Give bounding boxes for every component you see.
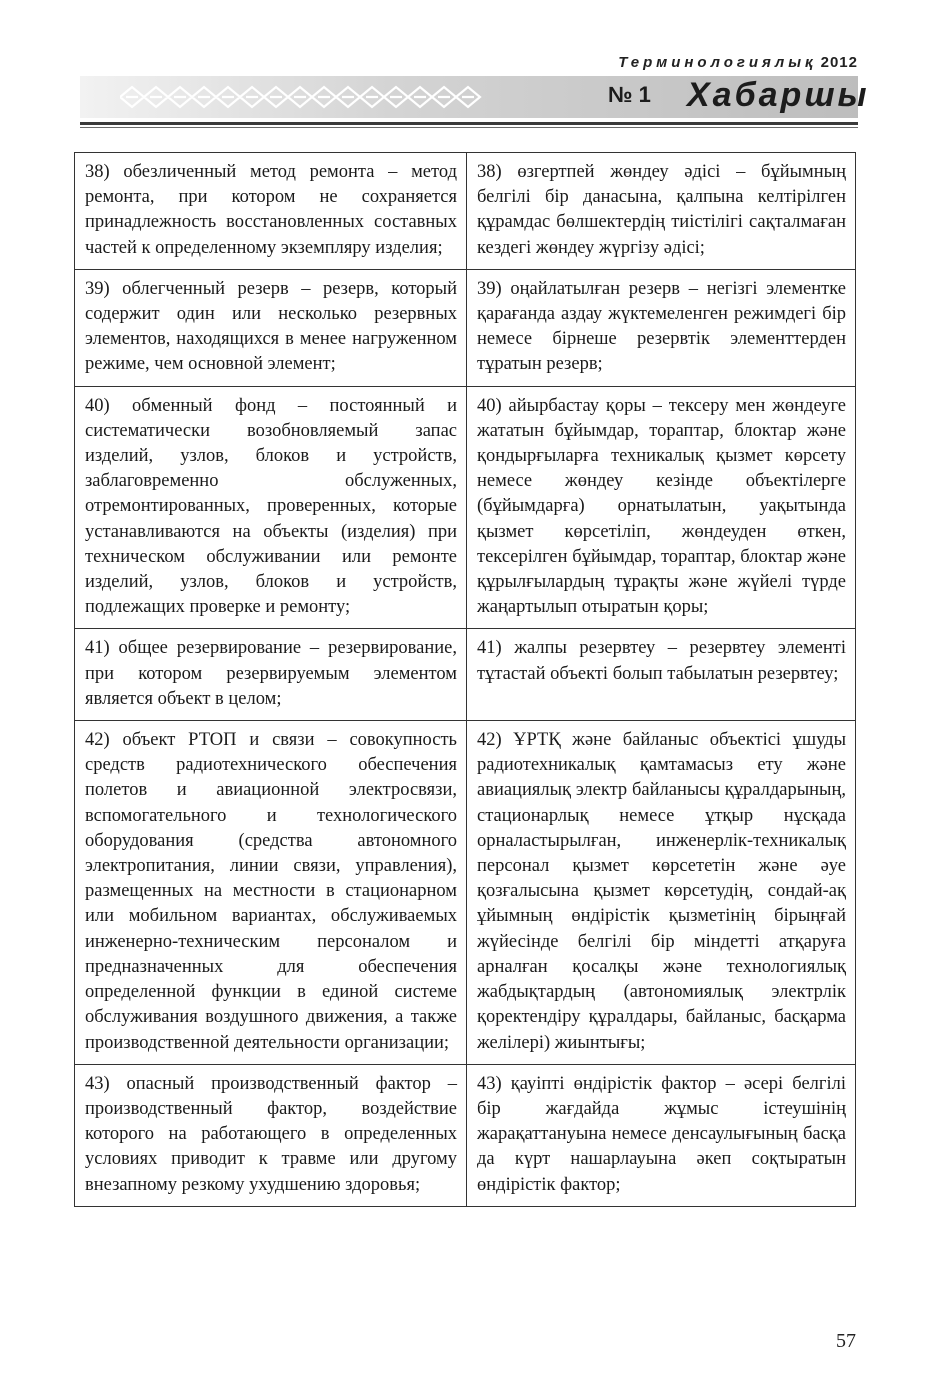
russian-term-cell: 42) объект РТОП и связи – совокупность средств радиотехнического обеспечения полетов и авиационной электросвязи, вспомогательного и технологического оборудования (средства автономного электропитания, линии связи, управления), размещенных на местности в стационарном или мобильном вариантах, обслуживаемых инженерно-техническим персоналом и предназначенных для обеспечения определенной функции в единой системе обслуживания воздушного движения, а также производственной деятельности организации; — [75, 721, 467, 1065]
header-rule — [80, 122, 858, 125]
russian-term-cell: 41) общее резервирование – резервирование, при котором резервируемым элементом является объект в целом; — [75, 629, 467, 721]
journal-prefix: Терминологиялық — [618, 54, 817, 71]
kazakh-term-cell: 40) айырбастау қоры – тексеру мен жөндеуге жататын бұйымдар, тораптар, блоктар және қондырғыларға техникалық қызмет көрсету немесе жөндеу кезінде объектілерге (бұйымдарға) орнатылатын, уақытында қызмет көрсетіліп, жөндеуден өткен, тексерілген бұйымдар, тораптар, блоктар және құрылғылардың тұрақты және жүйелі түрде жаңартылып отыратын қоры; — [467, 386, 856, 629]
issue-number: № 1 — [608, 82, 651, 107]
table-row — [75, 153, 856, 270]
ornament-icon — [120, 81, 500, 113]
russian-term-cell: 38) обезличенный метод ремонта – метод ремонта, при котором не сохраняется принадлежность восстановленных составных частей к определенному экземпляру изделия; — [75, 153, 467, 270]
page-number: 57 — [836, 1330, 856, 1352]
kazakh-term-cell: 41) жалпы резервтеу – резервтеу элементі тұтастай объекті болып табылатын резервтеу; — [467, 629, 856, 721]
table-row — [75, 1064, 856, 1206]
journal-name: Хабаршы — [687, 76, 870, 114]
table-row — [75, 721, 856, 1065]
russian-term-cell: 40) обменный фонд – постоянный и систематически возобновляемый запас изделий, узлов, блоков и устройств, заблаговременно обслуженных, отремонтированных, проверенных, которые устанавливаются на объекты (изделия) при техническом обслуживании или ремонте изделий, узлов, блоков и устройств, подлежащих проверке и ремонту; — [75, 386, 467, 629]
kazakh-term-cell: 39) оңайлатылған резерв – негізгі элементке қарағанда аздау жүктемеленген режимдегі бір немесе бірнеше резервтік элементтерден тұратын резерв; — [467, 269, 856, 386]
kazakh-term-cell: 42) ҰРТҚ және байланыс объектісі ұшуды радиотехникалық қамтамасыз ету және авиациялық электр байланысы құралдарының, стационарлық немесе ұтқыр нұсқада орналастырылған, инженерлік-техникалық персонал қызмет көрсететін және әуе қозғалысына қызмет көрсетудің, сондай-ақ ұйымның өндірістік қызметінің бірыңғай жүйесінде белгілі бір міндетті атқаруға арналған қосалқы және технологиялық жабдықтардың (автономиялық электрлік қоректендіру құралдары, байланыс, басқарма желілері) жиынтығы; — [467, 721, 856, 1065]
journal-year: 2012 — [820, 54, 858, 71]
header-rule-thin — [80, 127, 858, 128]
journal-prefix-line — [618, 54, 858, 71]
kazakh-term-cell: 43) қауіпті өндірістік фактор – әсері белгілі бір жағдайда жұмыс істеушінің жарақаттануына немесе денсаулығының басқа да күрт нашарлауына әкеп соқтыратын өндірістік фактор; — [467, 1064, 856, 1206]
russian-term-cell: 43) опасный производственный фактор – производственный фактор, воздействие которого на работающего в определенных условиях приводит к травме или другому внезапному резкому ухудшению здоровья; — [75, 1064, 467, 1206]
table-row — [75, 629, 856, 721]
terms-table — [74, 152, 856, 1207]
table-row — [75, 386, 856, 629]
kazakh-term-cell: 38) өзгертпей жөндеу әдісі – бұйымның белгілі бір данасына, қалпына келтірілген құрамдас бөлшектердің тиістілігі сақталмаған кездегі жөндеу жүргізу әдісі; — [467, 153, 856, 270]
table-row — [75, 269, 856, 386]
russian-term-cell: 39) облегченный резерв – резерв, который содержит один или несколько резервных элементов, находящихся в менее нагруженном режиме, чем основной элемент; — [75, 269, 467, 386]
